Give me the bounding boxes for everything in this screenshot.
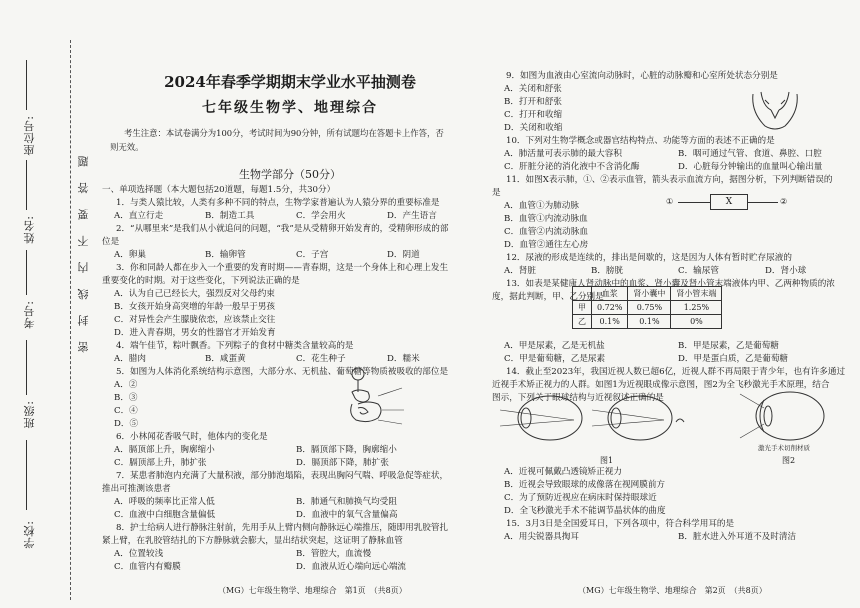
q7-options-row1: [102, 496, 478, 509]
lung-box: X: [710, 194, 748, 210]
q3-option-c: C．对异性会产生朦胧依恋，应该禁止交往: [114, 315, 276, 325]
q12-option-b: B．膀胱: [591, 266, 624, 276]
exam-no-label: 考号:: [23, 300, 36, 329]
table-cell: 1.25%: [671, 301, 722, 315]
q8-stem-cont: 紧上臂，在乳胶管结扎的下方静脉就会膨大，显出结状突起，这证明了静脉血管: [102, 536, 403, 546]
q1-option-d: D．产生语言: [387, 211, 437, 221]
question-block-3: [492, 466, 852, 544]
q4-option-d: D．糯米: [387, 354, 420, 364]
q8-option-d: D．血液从近心端向远心端流: [296, 562, 407, 572]
seal-line: [70, 40, 71, 600]
table-header-row: [573, 287, 722, 301]
table-cell: 甲: [573, 301, 592, 315]
q4-option-a: A．腊肉: [114, 354, 146, 364]
q7-option-d: D．血液中的氧气含量偏高: [296, 510, 398, 520]
heart-figure: [745, 88, 805, 132]
part-heading: 一、单项选择题（本大题包括20道题，每题1.5分，共30分）: [102, 185, 336, 195]
q1-option-a: A．直立行走: [114, 211, 164, 221]
q2-stem-cont: 位是: [102, 237, 120, 247]
school-label: 学校:: [23, 520, 36, 549]
seat-label: 座位号:: [23, 115, 36, 156]
exam-subtitle: 七年级生物学、地理综合: [202, 100, 378, 116]
q5-option-c: C．④: [114, 406, 138, 416]
name-field: [26, 160, 27, 210]
q13-stem: 13．如表是某健康人肾动脉中的血浆、肾小囊及肾小管末端液体内甲、乙两种物质的浓: [506, 279, 835, 289]
table-cell: 0.1%: [628, 315, 671, 329]
q10-option-c: C．肝脏分泌的消化液中不含消化酶: [504, 162, 640, 172]
page-2-footer: （MG）七年级生物学、地理综合 第2页 （共8页）: [578, 586, 767, 595]
q11-option-c: C．血管②内流动脉血: [504, 227, 588, 237]
q9-option-c: C．打开和收缩: [504, 110, 563, 120]
q12-option-c: C．输尿管: [678, 266, 719, 276]
q4-stem: 4．端午佳节，粽叶飘香。下列粽子的食材中糖类含量较高的是: [116, 341, 354, 351]
vessel-2-label: ②: [780, 197, 788, 206]
table-cell: 0.1%: [592, 315, 628, 329]
q11-option-a: A．血管①为肺动脉: [504, 201, 579, 211]
q3-stem-cont: 重要变化的时期。对于这些变化，下列说法正确的是: [102, 276, 300, 286]
page-1-footer: （MG）七年级生物学、地理综合 第1页 （共8页）: [218, 586, 407, 595]
q9-option-a: A．关闭和舒张: [504, 84, 562, 94]
q10-option-a: A．肺活量可表示肺的最大容积: [504, 149, 622, 159]
q8-option-a: A．位置较浅: [114, 549, 164, 559]
q2-options: [102, 249, 478, 262]
q14-stem-cont: 图示，下列关于眼球结构与近视叙述正确的是: [492, 393, 664, 403]
table-cell: 0%: [671, 315, 722, 329]
table-cell: 0.75%: [628, 301, 671, 315]
q14-option-a: A．近视可佩戴凸透镜矫正视力: [504, 467, 622, 477]
q6-stem: 6．小林闻花香吸气时，他体内的变化是: [116, 432, 268, 442]
q6-option-c: C．膈顶部上升，肺扩张: [114, 458, 207, 468]
q3-option-b: B．女孩开始身高突增的年龄一般早于男孩: [114, 302, 276, 312]
q5-stem: 5．如图为人体消化系统结构示意图，大部分水、无机盐、葡萄糖等物质被吸收的部位是: [116, 367, 449, 377]
table-header: 血浆: [592, 287, 628, 301]
q9-stem: 9．如图为血液由心室流向动脉时，心脏的动脉瓣和心室所处状态分别是: [506, 71, 778, 81]
school-field: [26, 440, 27, 510]
q13-options-row2: [492, 353, 852, 366]
q2-option-c: C．子宫: [296, 250, 329, 260]
q5-option-b: B．③: [114, 393, 138, 403]
q7-option-a: A．呼吸的频率比正常人低: [114, 497, 215, 507]
q7-stem-cont: 推出可推测该患者: [102, 484, 171, 494]
q7-stem: 7．某患者肺泡内充满了大量积液，部分肺泡塌陷，表现出胸闷气喘、呼吸急促等症状，: [116, 471, 449, 481]
q13-table: [572, 286, 722, 329]
section-heading: 生物学部分（50分）: [239, 168, 341, 181]
q11-stem-cont: 是: [492, 188, 501, 198]
q14-stem: 14．截止至2023年，我国近视人数已超6亿，近视人群不再局限于青少年，也有许多通过: [506, 367, 846, 377]
q8-options-row1: [102, 548, 478, 561]
q5-option-a: A．②: [114, 380, 138, 390]
q15-option-b: B．脏水进入外耳道不及时清洁: [678, 532, 797, 542]
fig2-caption: 激光手术切削材质: [758, 444, 810, 452]
q14-option-b: B．近视会导致眼球的成像落在视网膜前方: [504, 480, 666, 490]
q7-option-c: C．血液中白细胞含量偏低: [114, 510, 216, 520]
exam-no-field: [26, 250, 27, 295]
q7-options-row2: [102, 509, 478, 522]
note-line: 考生注意：本试卷满分为100分，考试时间为90分钟，所有试题均在答题卡上作答，否: [124, 128, 444, 138]
page-1: [100, 0, 480, 608]
eye-figure-2: [734, 386, 844, 444]
q3-option-d: D．进入青春期，男女的性器官才开始发育: [114, 328, 276, 338]
q1-option-c: C．学会用火: [296, 211, 346, 221]
name-label: 姓名:: [23, 215, 36, 244]
binding-margin: [0, 0, 92, 608]
q9-option-b: B．打开和舒张: [504, 97, 562, 107]
q11-option-b: B．血管①内流动脉血: [504, 214, 588, 224]
seat-field: [26, 60, 27, 110]
q12-option-a: A．肾脏: [504, 266, 536, 276]
q3-option-a: A．认为自己已经长大，强烈反对父母约束: [114, 289, 275, 299]
q13-option-c: C．甲是葡萄糖，乙是尿素: [504, 354, 606, 364]
q1-option-b: B．制造工具: [205, 211, 255, 221]
class-label: 班级:: [23, 400, 36, 429]
q13-option-b: B．甲是尿素，乙是葡萄糖: [678, 341, 779, 351]
q12-options: [492, 265, 852, 278]
q13-option-d: D．甲是蛋白质，乙是葡萄糖: [678, 354, 789, 364]
q4-options: [102, 353, 478, 366]
q14-option-d: D．全飞秒激光手术不能调节晶状体的曲度: [504, 506, 666, 516]
q7-option-b: B．肺通气和肺换气均受阻: [296, 497, 397, 507]
table-row: [573, 315, 722, 329]
q2-option-a: A．卵巢: [114, 250, 146, 260]
fig1-label: 图1: [600, 456, 614, 465]
fig2-label: 图2: [782, 456, 796, 465]
q2-stem: 2．“从哪里来”是我们从小就追问的问题，“我”是从受精卵开始发育的，受精卵形成的部: [116, 224, 449, 234]
q2-option-d: D．阴道: [387, 250, 420, 260]
table-header: 肾小囊中: [628, 287, 671, 301]
q8-options-row2: [102, 561, 478, 574]
q6-option-b: B．膈顶部下降，胸廓缩小: [296, 445, 397, 455]
q6-option-d: D．膈顶部下降，肺扩张: [296, 458, 389, 468]
q4-option-c: C．花生种子: [296, 354, 346, 364]
table-row: [573, 301, 722, 315]
exam-note: [110, 126, 470, 154]
q13-stem-cont: 度，据此判断，甲、乙分别是: [492, 292, 604, 302]
lung-flow-figure: [666, 194, 796, 210]
q13-option-a: A．甲是尿素，乙是无机盐: [504, 341, 605, 351]
question-block-1: [102, 184, 478, 574]
vessel-1-label: ①: [666, 197, 674, 206]
q10-options-row1: [492, 148, 852, 161]
q6-options-row1: [102, 444, 478, 457]
exam-title: 2024年春季学期期末学业水平抽测卷: [164, 73, 416, 91]
table-cell: 乙: [573, 315, 592, 329]
table-header: 肾小管末端: [671, 287, 722, 301]
eye-figure-1: [500, 392, 730, 446]
q8-stem: 8．护士给病人进行静脉注射前，先用手从上臂内侧向静脉远心端推压，随即用乳胶管扎: [116, 523, 449, 533]
q4-option-b: B．咸蛋黄: [205, 354, 246, 364]
q15-stem: 15．3月3日是全国爱耳日，下列各项中，符合科学用耳的是: [506, 519, 735, 529]
q10-option-b: B．咽可通过气管、食道、鼻腔、口腔: [678, 149, 822, 159]
page-2: [490, 0, 850, 608]
q14-option-c: C．为了预防近视应在病床时保持眼球近: [504, 493, 657, 503]
q2-option-b: B．输卵管: [205, 250, 246, 260]
table-cell: 0.72%: [592, 301, 628, 315]
q11-option-d: D．血管②通往左心房: [504, 240, 589, 250]
seal-warning: 密 封 线 内 不 要 答 题: [77, 150, 90, 353]
class-field: [26, 340, 27, 395]
q9-option-d: D．关闭和收缩: [504, 123, 563, 133]
digestive-system-figure: [338, 366, 412, 428]
q15-option-a: A．用尖锐器具掏耳: [504, 532, 579, 542]
q11-stem: 11．如图X表示肺，①、②表示血管，箭头表示血流方向，据图分析，下列判断错误的: [506, 175, 833, 185]
q13-options-row1: [492, 340, 852, 353]
q6-options-row2: [102, 457, 478, 470]
table-header: [573, 287, 592, 301]
q6-option-a: A．膈顶部上升，胸廓缩小: [114, 445, 215, 455]
q8-option-b: B．管腔大，血流慢: [296, 549, 372, 559]
q8-option-c: C．血管内有瓣膜: [114, 562, 181, 572]
q12-stem: 12．尿液的形成是连续的，排出是间歇的，这是因为人体有暂时贮存尿液的: [506, 253, 792, 263]
q10-stem: 10．下列对生物学概念或器官结构特点、功能等方面的表述不正确的是: [506, 136, 775, 146]
q1-stem: 1．与类人猿比较，人类有多种不同的特点，生物学家普遍认为人猿分界的重要标准是: [116, 198, 440, 208]
note-line: 则无效。: [110, 142, 144, 152]
q5-option-d: D．⑤: [114, 419, 139, 429]
q1-options: [102, 210, 478, 223]
q3-stem: 3．你和同龄人都在步入一个重要的发育时期——青春期，这是一个身体上和心理上发生: [116, 263, 449, 273]
q10-options-row2: [492, 161, 852, 174]
q15-options: [492, 531, 852, 544]
q10-option-d: D．心脏每分钟输出的血量叫心输出量: [678, 162, 823, 172]
q12-option-d: D．肾小球: [765, 266, 807, 276]
q14-stem-cont: 近视手术矫正视力的人群。如图1为近视眼成像示意图，图2为全飞秒激光手术原理，结合: [492, 380, 830, 390]
